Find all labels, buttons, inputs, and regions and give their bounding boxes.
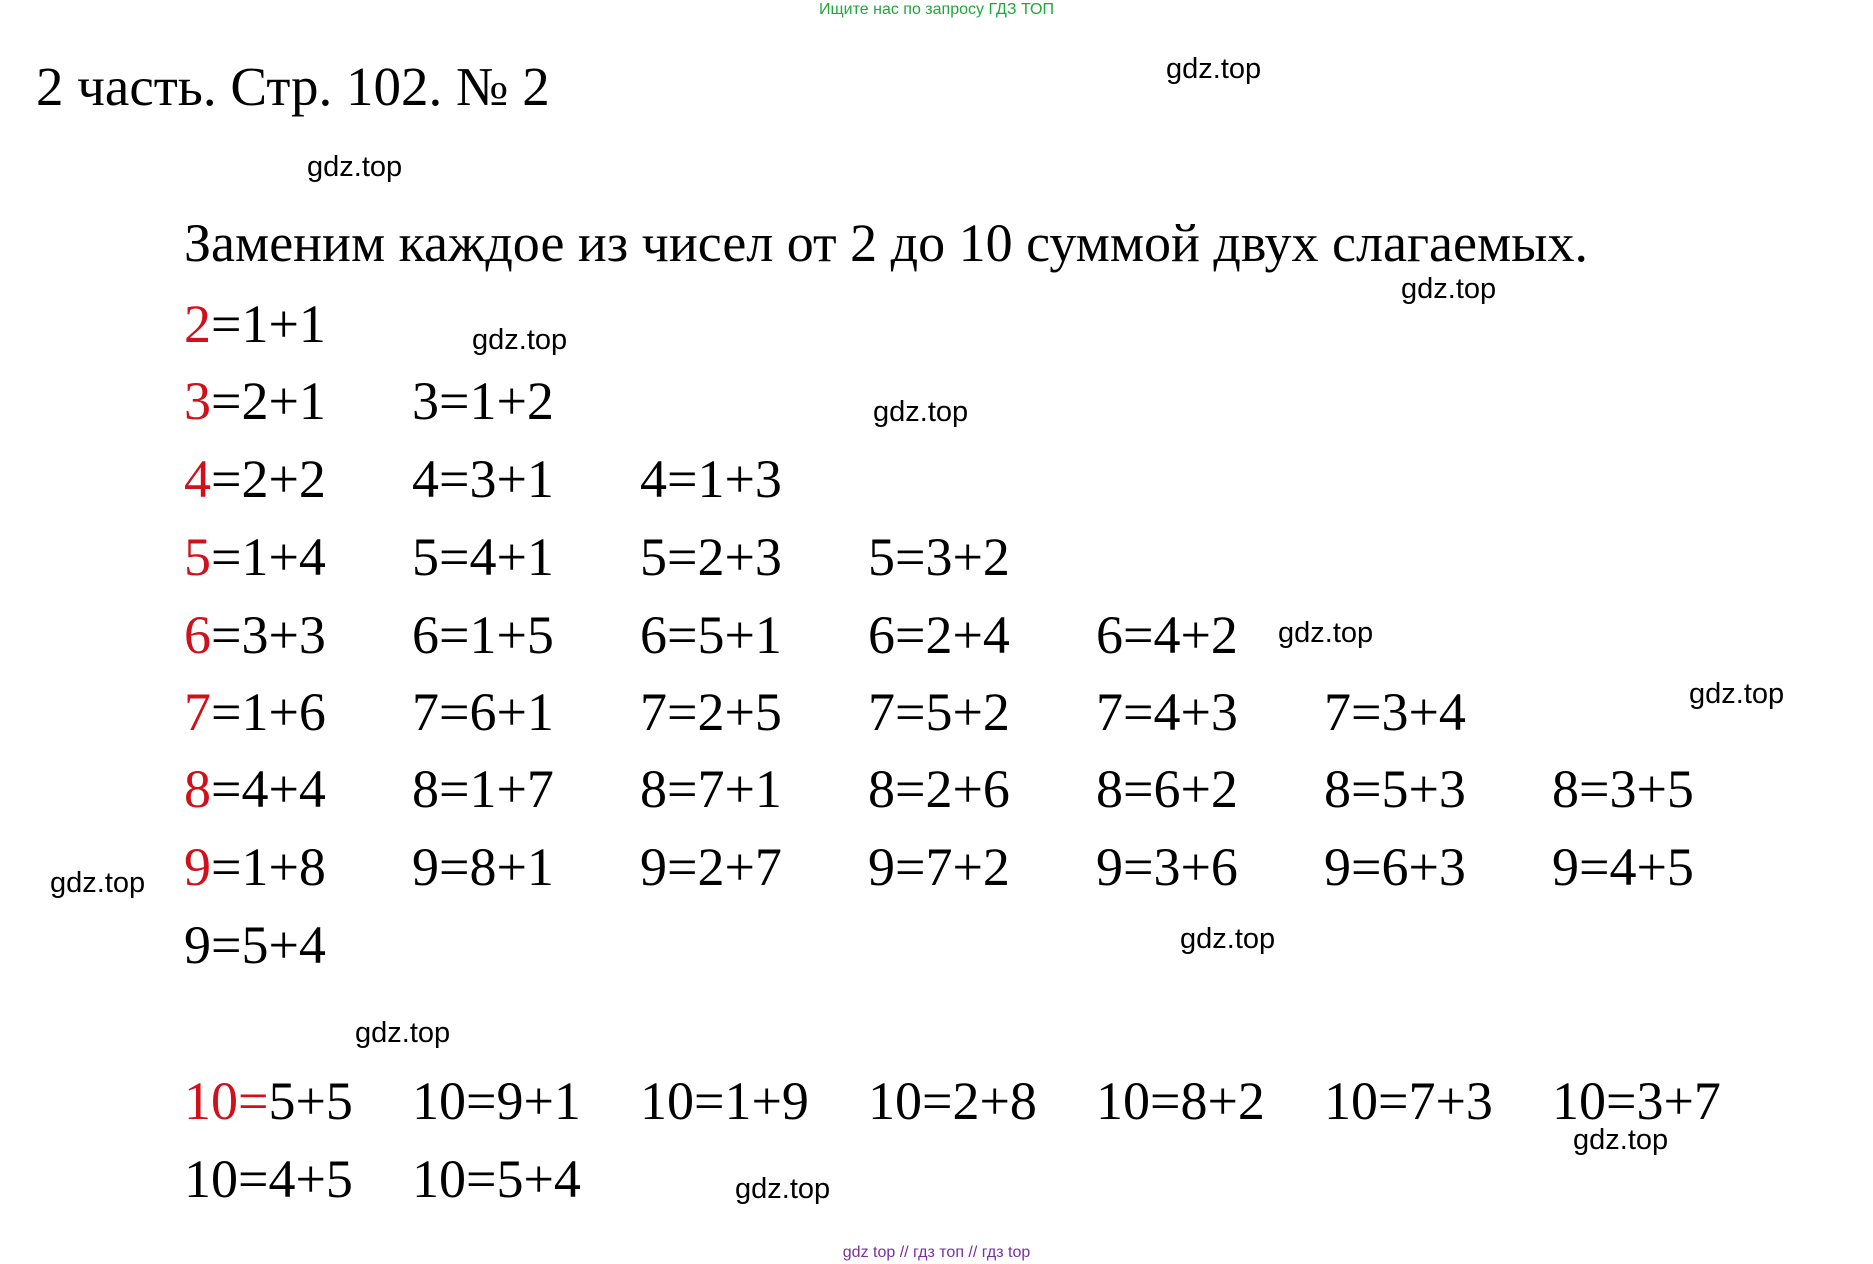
equation — [640, 440, 782, 518]
equation-sum: =3+7 — [1606, 1071, 1721, 1131]
equation-sum: =5+2 — [895, 682, 1010, 742]
equation-number: 7 — [412, 682, 439, 742]
equation — [868, 518, 1010, 596]
equation-sum: =2+2 — [211, 449, 326, 509]
equation-sum: =1+1 — [211, 294, 326, 354]
equation — [868, 1062, 1037, 1140]
equation-row — [0, 596, 1873, 674]
equation — [868, 828, 1010, 906]
equation — [640, 673, 782, 751]
equation-number: 10 — [640, 1071, 694, 1131]
equation — [184, 362, 326, 440]
equation-number: 9 — [184, 915, 211, 975]
equation-row — [0, 673, 1873, 751]
task-statement: Заменим каждое из чисел от 2 до 10 суммой двух слагаемых. — [184, 213, 1588, 273]
equation — [412, 828, 554, 906]
equation-number: 7 — [1096, 682, 1123, 742]
equation-sum: =5+4 — [466, 1149, 581, 1209]
equation-sum: =1+4 — [211, 527, 326, 587]
equation-number: 6 — [184, 605, 211, 665]
equation-sum: =2+7 — [667, 837, 782, 897]
watermark-text: gdz.top — [1180, 923, 1276, 955]
equation-sum: =2+3 — [667, 527, 782, 587]
equation-sum: =1+2 — [439, 371, 554, 431]
equation — [1096, 673, 1238, 751]
equation — [640, 1062, 809, 1140]
equation-number: 2 — [184, 294, 211, 354]
equation-number: 10 — [1096, 1071, 1150, 1131]
equation-sum: =3+2 — [895, 527, 1010, 587]
equation-sum: =2+5 — [667, 682, 782, 742]
equation-number: 6 — [1096, 605, 1123, 665]
equation-number: 10= — [184, 1071, 269, 1131]
equation-sum: =4+5 — [1579, 837, 1694, 897]
equation-number: 9 — [640, 837, 667, 897]
equation-sum: =6+2 — [1123, 759, 1238, 819]
equation — [184, 906, 326, 984]
equation-number: 8 — [868, 759, 895, 819]
equation-row — [0, 440, 1873, 518]
equation-sum: =7+1 — [667, 759, 782, 819]
equation — [1552, 828, 1694, 906]
equation — [1096, 1062, 1265, 1140]
equation — [412, 750, 554, 828]
watermark-text: gdz.top — [307, 151, 403, 183]
equation-number: 8 — [412, 759, 439, 819]
equation-row — [0, 906, 1873, 984]
equation-sum: =4+2 — [1123, 605, 1238, 665]
equation — [184, 673, 326, 751]
equation-number: 6 — [412, 605, 439, 665]
watermark-text: gdz.top — [50, 867, 146, 899]
equation — [184, 518, 326, 596]
top-banner: Ищите нас по запросу ГДЗ ТОП — [819, 1, 1054, 18]
equation-row — [0, 518, 1873, 596]
equation-number: 5 — [640, 527, 667, 587]
watermark-text: gdz.top — [1166, 53, 1262, 85]
equation-number: 8 — [1552, 759, 1579, 819]
equation-sum: =1+3 — [667, 449, 782, 509]
equation-number: 9 — [1324, 837, 1351, 897]
equation — [412, 1062, 581, 1140]
equation — [868, 596, 1010, 674]
equation-sum: =7+3 — [1378, 1071, 1493, 1131]
equation-sum: =8+2 — [1150, 1071, 1265, 1131]
equation-sum: =3+3 — [211, 605, 326, 665]
equation — [1324, 1062, 1493, 1140]
watermark-text: gdz.top — [873, 396, 969, 428]
equation — [412, 673, 554, 751]
equation-number: 10 — [184, 1149, 238, 1209]
watermark-text: gdz.top — [355, 1017, 451, 1049]
equation-sum: =5+1 — [667, 605, 782, 665]
equation-sum: =3+1 — [439, 449, 554, 509]
watermark-text: gdz.top — [1401, 273, 1497, 305]
equation — [1324, 828, 1466, 906]
page-title: 2 часть. Стр. 102. № 2 — [36, 56, 550, 117]
equation-number: 10 — [412, 1071, 466, 1131]
equation-sum: =1+9 — [694, 1071, 809, 1131]
equation-number: 3 — [412, 371, 439, 431]
equation-row — [0, 750, 1873, 828]
equation-number: 4 — [412, 449, 439, 509]
watermark-text: gdz.top — [1689, 678, 1785, 710]
equation-number: 7 — [184, 682, 211, 742]
bottom-banner: gdz top // гдз топ // гдз top — [842, 1244, 1031, 1261]
equation — [1096, 828, 1238, 906]
equation — [1096, 596, 1238, 674]
equation-sum: =6+3 — [1351, 837, 1466, 897]
equation — [1324, 673, 1466, 751]
equation-sum: =9+1 — [466, 1071, 581, 1131]
equation-number: 8 — [1096, 759, 1123, 819]
equation — [1096, 750, 1238, 828]
equation-sum: =1+7 — [439, 759, 554, 819]
equation-sum: =2+4 — [895, 605, 1010, 665]
equation-sum: =5+4 — [211, 915, 326, 975]
equation-number: 10 — [1324, 1071, 1378, 1131]
equation-number: 10 — [1552, 1071, 1606, 1131]
equation-number: 7 — [640, 682, 667, 742]
equation-sum: =7+2 — [895, 837, 1010, 897]
equation-number: 5 — [184, 527, 211, 587]
equation-number: 9 — [1096, 837, 1123, 897]
equation-sum: =4+4 — [211, 759, 326, 819]
watermark-text: gdz.top — [735, 1173, 831, 1205]
equation-sum: =1+6 — [211, 682, 326, 742]
equation-number: 8 — [640, 759, 667, 819]
equation — [184, 1062, 353, 1140]
equation-number: 4 — [640, 449, 667, 509]
equation — [868, 673, 1010, 751]
equation — [412, 518, 554, 596]
equation — [1324, 750, 1466, 828]
equation-sum: =5+3 — [1351, 759, 1466, 819]
equation-number: 6 — [640, 605, 667, 665]
equation — [640, 596, 782, 674]
equation-sum: =2+8 — [922, 1071, 1037, 1131]
equation — [184, 750, 326, 828]
equation — [184, 285, 326, 363]
equation — [412, 362, 554, 440]
equation-number: 7 — [868, 682, 895, 742]
equation-sum: =6+1 — [439, 682, 554, 742]
equation-number: 9 — [1552, 837, 1579, 897]
equation-number: 5 — [868, 527, 895, 587]
equation-sum: =2+6 — [895, 759, 1010, 819]
equation — [412, 1140, 581, 1218]
equation-number: 5 — [412, 527, 439, 587]
equation-number: 4 — [184, 449, 211, 509]
watermark-text: gdz.top — [1573, 1124, 1669, 1156]
equation-sum: 5+5 — [268, 1071, 353, 1131]
equation — [184, 596, 326, 674]
equation — [412, 440, 554, 518]
equation — [868, 750, 1010, 828]
equation-sum: =1+8 — [211, 837, 326, 897]
equation-sum: =4+5 — [238, 1149, 353, 1209]
equation-number: 9 — [868, 837, 895, 897]
equation-row — [0, 285, 1873, 363]
equation — [184, 1140, 353, 1218]
equation — [184, 440, 326, 518]
equation — [640, 518, 782, 596]
equation — [412, 596, 554, 674]
equation — [640, 750, 782, 828]
equation-number: 9 — [412, 837, 439, 897]
equation-number: 7 — [1324, 682, 1351, 742]
equation-number: 6 — [868, 605, 895, 665]
equation-number: 10 — [412, 1149, 466, 1209]
equation-number: 3 — [184, 371, 211, 431]
equation-sum: =4+1 — [439, 527, 554, 587]
equation-number: 10 — [868, 1071, 922, 1131]
equation-number: 9 — [184, 837, 211, 897]
equation-sum: =3+5 — [1579, 759, 1694, 819]
equation-row — [0, 828, 1873, 906]
equation — [184, 828, 326, 906]
equation-sum: =4+3 — [1123, 682, 1238, 742]
equation-number: 8 — [184, 759, 211, 819]
equation-sum: =3+6 — [1123, 837, 1238, 897]
equation — [640, 828, 782, 906]
equation-sum: =3+4 — [1351, 682, 1466, 742]
watermark-text: gdz.top — [472, 324, 568, 356]
watermark-text: gdz.top — [1278, 617, 1374, 649]
equation — [1552, 750, 1694, 828]
equation-sum: =8+1 — [439, 837, 554, 897]
equation-sum: =2+1 — [211, 371, 326, 431]
equation-sum: =1+5 — [439, 605, 554, 665]
equation-number: 8 — [1324, 759, 1351, 819]
